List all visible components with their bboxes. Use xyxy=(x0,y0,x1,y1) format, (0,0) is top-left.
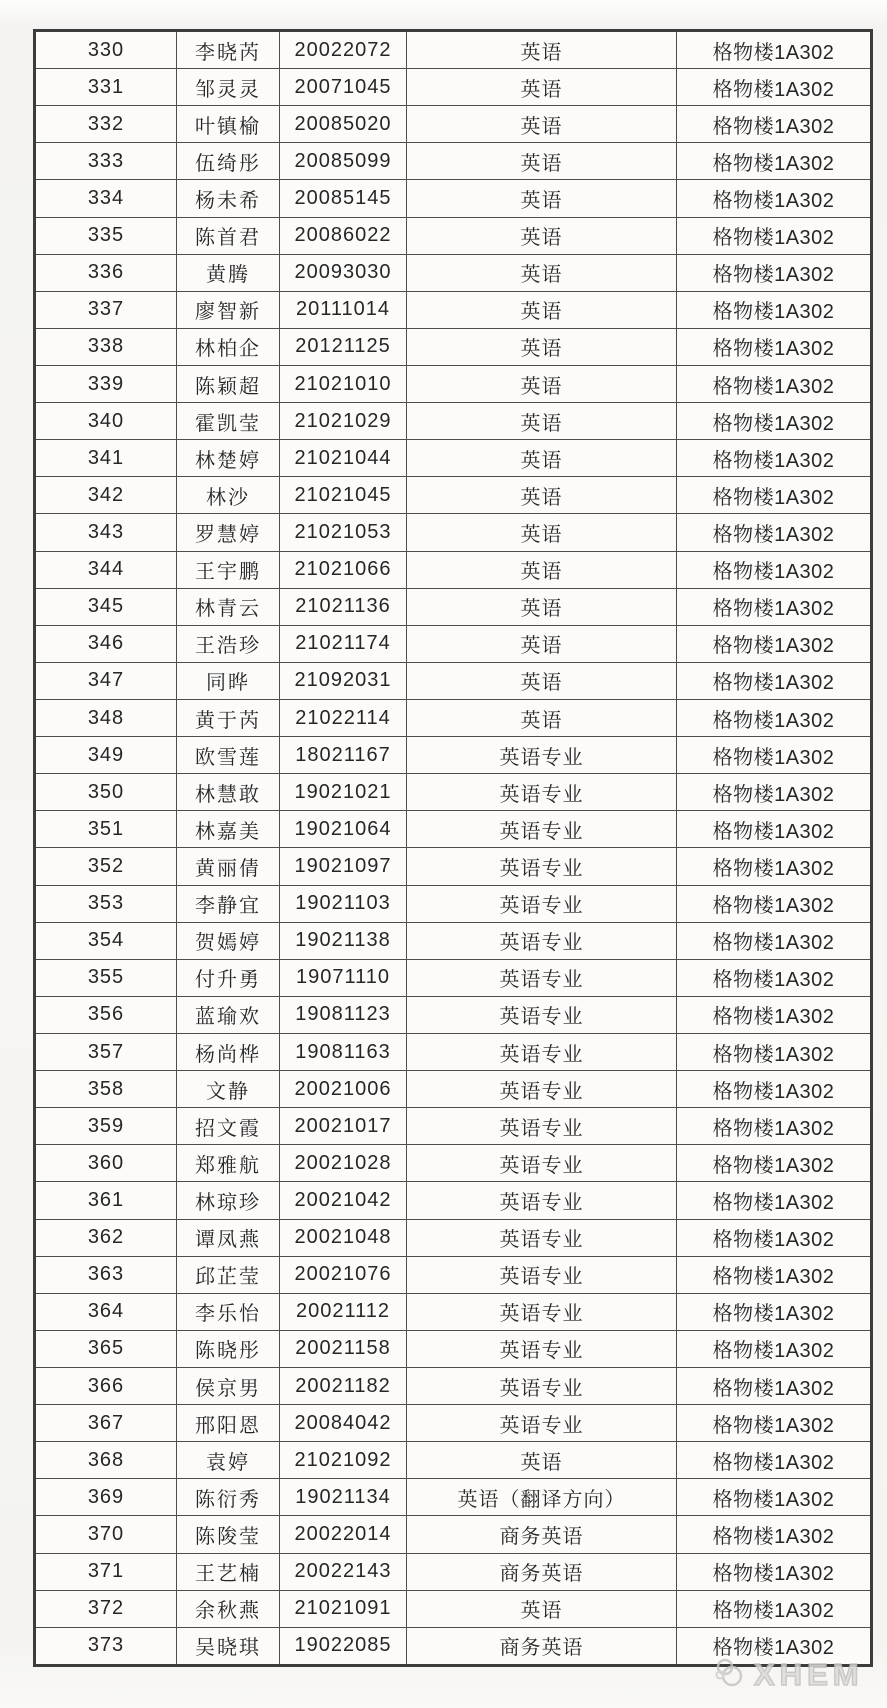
cell-no: 372 xyxy=(35,1590,177,1627)
cell-no: 373 xyxy=(35,1627,177,1665)
table-row xyxy=(35,1108,872,1145)
cell-room: 格物楼1A302 xyxy=(677,1442,872,1479)
cell-room: 格物楼1A302 xyxy=(677,31,872,69)
table-row xyxy=(35,551,872,588)
cell-student_id: 20021076 xyxy=(280,1256,407,1293)
cell-student_id: 20093030 xyxy=(280,254,407,291)
cell-room: 格物楼1A302 xyxy=(677,1256,872,1293)
cell-student_id: 21021029 xyxy=(280,403,407,440)
cell-no: 368 xyxy=(35,1442,177,1479)
cell-student_id: 20021158 xyxy=(280,1330,407,1367)
cell-major: 英语专业 xyxy=(407,1293,677,1330)
cell-no: 369 xyxy=(35,1479,177,1516)
cell-student_id: 21021044 xyxy=(280,440,407,477)
cell-no: 367 xyxy=(35,1405,177,1442)
cell-major: 英语专业 xyxy=(407,922,677,959)
cell-major: 英语专业 xyxy=(407,1145,677,1182)
cell-no: 336 xyxy=(35,254,177,291)
cell-name: 余秋燕 xyxy=(177,1590,280,1627)
cell-room: 格物楼1A302 xyxy=(677,1405,872,1442)
cell-room: 格物楼1A302 xyxy=(677,1034,872,1071)
roster-table xyxy=(33,29,873,1667)
table-row xyxy=(35,1367,872,1404)
cell-major: 商务英语 xyxy=(407,1627,677,1665)
table-row xyxy=(35,737,872,774)
cell-major: 英语专业 xyxy=(407,1367,677,1404)
cell-room: 格物楼1A302 xyxy=(677,1516,872,1553)
cell-student_id: 19081123 xyxy=(280,996,407,1033)
cell-room: 格物楼1A302 xyxy=(677,217,872,254)
cell-no: 371 xyxy=(35,1553,177,1590)
watermark xyxy=(712,1655,864,1694)
cell-name: 郑雅航 xyxy=(177,1145,280,1182)
table-row xyxy=(35,959,872,996)
table-row xyxy=(35,69,872,106)
cell-student_id: 19021021 xyxy=(280,774,407,811)
cell-major: 英语 xyxy=(407,551,677,588)
cell-name: 林嘉美 xyxy=(177,811,280,848)
cell-student_id: 19021138 xyxy=(280,922,407,959)
cell-no: 362 xyxy=(35,1219,177,1256)
cell-room: 格物楼1A302 xyxy=(677,1627,872,1665)
cell-room: 格物楼1A302 xyxy=(677,996,872,1033)
camera-logo-icon xyxy=(712,1655,752,1694)
table-row xyxy=(35,1516,872,1553)
cell-room: 格物楼1A302 xyxy=(677,1367,872,1404)
cell-student_id: 20085145 xyxy=(280,180,407,217)
table-row xyxy=(35,1442,872,1479)
table-row xyxy=(35,291,872,328)
cell-room: 格物楼1A302 xyxy=(677,811,872,848)
cell-major: 英语专业 xyxy=(407,737,677,774)
cell-room: 格物楼1A302 xyxy=(677,625,872,662)
table-row xyxy=(35,774,872,811)
cell-major: 英语 xyxy=(407,588,677,625)
cell-room: 格物楼1A302 xyxy=(677,477,872,514)
cell-major: 英语专业 xyxy=(407,1330,677,1367)
cell-no: 353 xyxy=(35,885,177,922)
cell-student_id: 21021066 xyxy=(280,551,407,588)
cell-student_id: 20021028 xyxy=(280,1145,407,1182)
cell-major: 英语 xyxy=(407,1590,677,1627)
cell-no: 344 xyxy=(35,551,177,588)
cell-name: 林楚婷 xyxy=(177,440,280,477)
cell-no: 345 xyxy=(35,588,177,625)
cell-major: 英语 xyxy=(407,180,677,217)
cell-room: 格物楼1A302 xyxy=(677,774,872,811)
table-row xyxy=(35,328,872,365)
cell-name: 叶镇榆 xyxy=(177,106,280,143)
cell-major: 英语 xyxy=(407,700,677,737)
cell-student_id: 20022143 xyxy=(280,1553,407,1590)
table-row xyxy=(35,1330,872,1367)
cell-no: 337 xyxy=(35,291,177,328)
cell-name: 贺嫣婷 xyxy=(177,922,280,959)
cell-major: 英语专业 xyxy=(407,1071,677,1108)
cell-student_id: 20021048 xyxy=(280,1219,407,1256)
cell-name: 李静宜 xyxy=(177,885,280,922)
cell-name: 霍凯莹 xyxy=(177,403,280,440)
cell-no: 358 xyxy=(35,1071,177,1108)
cell-name: 付升勇 xyxy=(177,959,280,996)
cell-student_id: 19021064 xyxy=(280,811,407,848)
cell-no: 350 xyxy=(35,774,177,811)
cell-no: 365 xyxy=(35,1330,177,1367)
table-row xyxy=(35,811,872,848)
cell-room: 格物楼1A302 xyxy=(677,514,872,551)
watermark-text: XHEM xyxy=(754,1656,864,1692)
cell-no: 360 xyxy=(35,1145,177,1182)
table-row xyxy=(35,1182,872,1219)
cell-name: 林慧敢 xyxy=(177,774,280,811)
cell-no: 332 xyxy=(35,106,177,143)
cell-major: 英语 xyxy=(407,31,677,69)
cell-major: 英语 xyxy=(407,217,677,254)
table-row xyxy=(35,440,872,477)
cell-major: 英语 xyxy=(407,514,677,551)
cell-room: 格物楼1A302 xyxy=(677,885,872,922)
cell-major: 英语专业 xyxy=(407,1182,677,1219)
cell-name: 陈颖超 xyxy=(177,366,280,403)
cell-name: 黄腾 xyxy=(177,254,280,291)
cell-name: 王浩珍 xyxy=(177,625,280,662)
cell-no: 338 xyxy=(35,328,177,365)
cell-no: 347 xyxy=(35,662,177,699)
cell-student_id: 21021091 xyxy=(280,1590,407,1627)
cell-name: 林沙 xyxy=(177,477,280,514)
cell-room: 格物楼1A302 xyxy=(677,328,872,365)
cell-student_id: 19022085 xyxy=(280,1627,407,1665)
cell-name: 邹灵灵 xyxy=(177,69,280,106)
cell-room: 格物楼1A302 xyxy=(677,1145,872,1182)
cell-major: 英语 xyxy=(407,69,677,106)
cell-name: 林柏企 xyxy=(177,328,280,365)
cell-major: 英语专业 xyxy=(407,1219,677,1256)
cell-room: 格物楼1A302 xyxy=(677,662,872,699)
cell-student_id: 20021017 xyxy=(280,1108,407,1145)
cell-student_id: 20021182 xyxy=(280,1367,407,1404)
cell-student_id: 20111014 xyxy=(280,291,407,328)
cell-student_id: 20085099 xyxy=(280,143,407,180)
cell-major: 英语 xyxy=(407,366,677,403)
cell-room: 格物楼1A302 xyxy=(677,1108,872,1145)
table-row xyxy=(35,996,872,1033)
cell-major: 英语 xyxy=(407,143,677,180)
cell-room: 格物楼1A302 xyxy=(677,403,872,440)
cell-name: 吴晓琪 xyxy=(177,1627,280,1665)
cell-student_id: 21021045 xyxy=(280,477,407,514)
table-row xyxy=(35,1219,872,1256)
cell-major: 英语 xyxy=(407,662,677,699)
table-row xyxy=(35,1256,872,1293)
cell-room: 格物楼1A302 xyxy=(677,366,872,403)
cell-student_id: 20021006 xyxy=(280,1071,407,1108)
table-row xyxy=(35,180,872,217)
cell-student_id: 18021167 xyxy=(280,737,407,774)
cell-room: 格物楼1A302 xyxy=(677,737,872,774)
table-row xyxy=(35,588,872,625)
cell-room: 格物楼1A302 xyxy=(677,180,872,217)
cell-no: 361 xyxy=(35,1182,177,1219)
cell-name: 同晔 xyxy=(177,662,280,699)
cell-major: 英语专业 xyxy=(407,1034,677,1071)
cell-major: 英语专业 xyxy=(407,1108,677,1145)
table-row xyxy=(35,700,872,737)
cell-name: 邢阳恩 xyxy=(177,1405,280,1442)
cell-no: 356 xyxy=(35,996,177,1033)
cell-name: 杨未希 xyxy=(177,180,280,217)
cell-major: 英语 xyxy=(407,403,677,440)
cell-no: 370 xyxy=(35,1516,177,1553)
table-row xyxy=(35,1145,872,1182)
cell-major: 英语 xyxy=(407,328,677,365)
cell-student_id: 20121125 xyxy=(280,328,407,365)
table-row xyxy=(35,1553,872,1590)
table-row xyxy=(35,477,872,514)
cell-room: 格物楼1A302 xyxy=(677,291,872,328)
table-row xyxy=(35,1293,872,1330)
cell-major: 商务英语 xyxy=(407,1553,677,1590)
cell-name: 陈首君 xyxy=(177,217,280,254)
table-row xyxy=(35,885,872,922)
cell-name: 杨尚桦 xyxy=(177,1034,280,1071)
cell-room: 格物楼1A302 xyxy=(677,1479,872,1516)
cell-name: 陈陖莹 xyxy=(177,1516,280,1553)
cell-student_id: 20085020 xyxy=(280,106,407,143)
cell-name: 廖智新 xyxy=(177,291,280,328)
cell-major: 英语 xyxy=(407,1442,677,1479)
table-row xyxy=(35,403,872,440)
cell-no: 351 xyxy=(35,811,177,848)
cell-room: 格物楼1A302 xyxy=(677,1330,872,1367)
cell-major: 英语专业 xyxy=(407,811,677,848)
cell-name: 招文霞 xyxy=(177,1108,280,1145)
cell-major: 英语 xyxy=(407,254,677,291)
cell-name: 李乐怡 xyxy=(177,1293,280,1330)
table-row xyxy=(35,31,872,69)
cell-room: 格物楼1A302 xyxy=(677,69,872,106)
cell-major: 英语专业 xyxy=(407,959,677,996)
cell-major: 英语专业 xyxy=(407,1256,677,1293)
cell-name: 谭凤燕 xyxy=(177,1219,280,1256)
cell-name: 欧雪莲 xyxy=(177,737,280,774)
cell-name: 袁婷 xyxy=(177,1442,280,1479)
cell-no: 331 xyxy=(35,69,177,106)
cell-room: 格物楼1A302 xyxy=(677,1182,872,1219)
cell-no: 339 xyxy=(35,366,177,403)
cell-room: 格物楼1A302 xyxy=(677,1553,872,1590)
cell-student_id: 21021174 xyxy=(280,625,407,662)
cell-name: 罗慧婷 xyxy=(177,514,280,551)
cell-room: 格物楼1A302 xyxy=(677,1219,872,1256)
cell-no: 357 xyxy=(35,1034,177,1071)
table-row xyxy=(35,143,872,180)
cell-no: 366 xyxy=(35,1367,177,1404)
table-row xyxy=(35,922,872,959)
cell-room: 格物楼1A302 xyxy=(677,1293,872,1330)
table-row xyxy=(35,254,872,291)
cell-no: 348 xyxy=(35,700,177,737)
table-row xyxy=(35,1071,872,1108)
cell-major: 英语 xyxy=(407,291,677,328)
cell-student_id: 19071110 xyxy=(280,959,407,996)
cell-no: 346 xyxy=(35,625,177,662)
cell-room: 格物楼1A302 xyxy=(677,106,872,143)
table-row xyxy=(35,625,872,662)
table-row xyxy=(35,1479,872,1516)
cell-name: 黄于芮 xyxy=(177,700,280,737)
table-row xyxy=(35,848,872,885)
cell-room: 格物楼1A302 xyxy=(677,143,872,180)
cell-student_id: 21022114 xyxy=(280,700,407,737)
cell-major: 英语 xyxy=(407,106,677,143)
cell-student_id: 21021053 xyxy=(280,514,407,551)
cell-no: 359 xyxy=(35,1108,177,1145)
cell-no: 363 xyxy=(35,1256,177,1293)
cell-no: 342 xyxy=(35,477,177,514)
cell-student_id: 20084042 xyxy=(280,1405,407,1442)
cell-no: 349 xyxy=(35,737,177,774)
cell-no: 364 xyxy=(35,1293,177,1330)
cell-name: 侯京男 xyxy=(177,1367,280,1404)
cell-student_id: 21092031 xyxy=(280,662,407,699)
cell-room: 格物楼1A302 xyxy=(677,551,872,588)
table-row xyxy=(35,1590,872,1627)
cell-major: 英语专业 xyxy=(407,1405,677,1442)
cell-student_id: 20086022 xyxy=(280,217,407,254)
cell-student_id: 21021092 xyxy=(280,1442,407,1479)
table-row xyxy=(35,366,872,403)
cell-student_id: 19021134 xyxy=(280,1479,407,1516)
cell-no: 352 xyxy=(35,848,177,885)
cell-room: 格物楼1A302 xyxy=(677,922,872,959)
cell-student_id: 21021136 xyxy=(280,588,407,625)
cell-no: 333 xyxy=(35,143,177,180)
table-row xyxy=(35,106,872,143)
table-row xyxy=(35,217,872,254)
cell-major: 英语专业 xyxy=(407,885,677,922)
cell-major: 英语 xyxy=(407,477,677,514)
cell-name: 林青云 xyxy=(177,588,280,625)
cell-room: 格物楼1A302 xyxy=(677,700,872,737)
cell-student_id: 20021112 xyxy=(280,1293,407,1330)
cell-no: 341 xyxy=(35,440,177,477)
cell-name: 陈衍秀 xyxy=(177,1479,280,1516)
cell-name: 蓝瑜欢 xyxy=(177,996,280,1033)
cell-name: 王宇鹏 xyxy=(177,551,280,588)
cell-room: 格物楼1A302 xyxy=(677,1590,872,1627)
cell-no: 330 xyxy=(35,31,177,69)
cell-name: 王艺楠 xyxy=(177,1553,280,1590)
table-row xyxy=(35,1034,872,1071)
cell-major: 英语 xyxy=(407,625,677,662)
cell-no: 334 xyxy=(35,180,177,217)
table-row xyxy=(35,514,872,551)
cell-name: 文静 xyxy=(177,1071,280,1108)
cell-name: 陈晓彤 xyxy=(177,1330,280,1367)
cell-no: 340 xyxy=(35,403,177,440)
cell-room: 格物楼1A302 xyxy=(677,959,872,996)
cell-name: 伍绮彤 xyxy=(177,143,280,180)
cell-room: 格物楼1A302 xyxy=(677,254,872,291)
cell-name: 黄丽倩 xyxy=(177,848,280,885)
cell-major: 英语 xyxy=(407,440,677,477)
cell-room: 格物楼1A302 xyxy=(677,588,872,625)
cell-major: 英语（翻译方向） xyxy=(407,1479,677,1516)
cell-major: 英语专业 xyxy=(407,996,677,1033)
cell-student_id: 20071045 xyxy=(280,69,407,106)
cell-no: 343 xyxy=(35,514,177,551)
table-row xyxy=(35,662,872,699)
cell-room: 格物楼1A302 xyxy=(677,848,872,885)
cell-student_id: 21021010 xyxy=(280,366,407,403)
cell-room: 格物楼1A302 xyxy=(677,440,872,477)
cell-name: 李晓芮 xyxy=(177,31,280,69)
cell-major: 商务英语 xyxy=(407,1516,677,1553)
cell-no: 335 xyxy=(35,217,177,254)
table-row xyxy=(35,1405,872,1442)
cell-name: 邱芷莹 xyxy=(177,1256,280,1293)
cell-student_id: 19021097 xyxy=(280,848,407,885)
cell-no: 355 xyxy=(35,959,177,996)
cell-name: 林琼珍 xyxy=(177,1182,280,1219)
cell-major: 英语专业 xyxy=(407,848,677,885)
cell-student_id: 20022072 xyxy=(280,31,407,69)
roster-body xyxy=(35,31,872,1666)
cell-major: 英语专业 xyxy=(407,774,677,811)
cell-room: 格物楼1A302 xyxy=(677,1071,872,1108)
cell-student_id: 19021103 xyxy=(280,885,407,922)
cell-student_id: 19081163 xyxy=(280,1034,407,1071)
cell-no: 354 xyxy=(35,922,177,959)
cell-student_id: 20021042 xyxy=(280,1182,407,1219)
cell-student_id: 20022014 xyxy=(280,1516,407,1553)
